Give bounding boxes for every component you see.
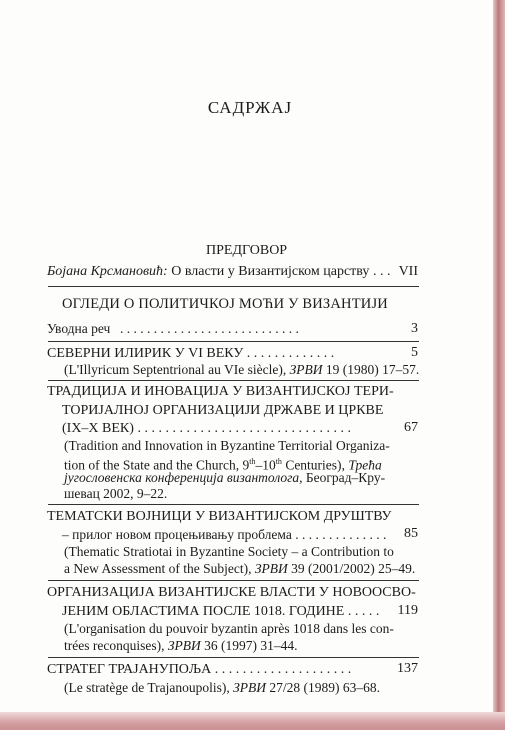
intro-label: Уводна реч	[47, 321, 111, 336]
preface-dots: . . .	[372, 264, 391, 279]
divider	[48, 580, 419, 581]
divider	[48, 504, 419, 505]
entry-page: 5	[411, 345, 418, 360]
entry-title: ОРГАНИЗАЦИЈА ВИЗАНТИЈСКЕ ВЛАСТИ У НОВООСВО-	[47, 585, 416, 600]
entry-citation: trées reconquises), ЗРВИ 36 (1997) 31–44.	[64, 638, 298, 653]
divider	[48, 380, 419, 381]
entry-citation: tion of the State and the Church, 9th–10th Centuries), Трећа	[64, 457, 382, 473]
entry-citation: (Tradition and Innovation in Byzantine Territorial Organiza-	[64, 438, 390, 453]
section-heading: ОГЛЕДИ О ПОЛИТИЧКОЈ МОЋИ У ВИЗАНТИЈИ	[62, 296, 388, 312]
divider	[48, 286, 419, 287]
entry-page: 119	[397, 603, 418, 618]
preface-text: О власти у Византијском царству	[171, 264, 370, 279]
entry-title: ТЕМАТСКИ ВОЈНИЦИ У ВИЗАНТИЈСКОМ ДРУШТВУ	[47, 509, 392, 524]
entry-citation: шевац 2002, 9–22.	[64, 486, 168, 501]
entry-citation: (L'Illyricum Septentrional au VIe siècle), ЗРВИ 19 (1980) 17–57.	[64, 362, 420, 377]
page-title: САДРЖАЈ	[207, 98, 293, 117]
entry-title: СЕВЕРНИ ИЛИРИК У VI ВЕКУ . . . . . . . . . . . . .	[47, 346, 335, 361]
entry-title: ТРАДИЦИЈА И ИНОВАЦИЈА У ВИЗАНТИЈСКОЈ ТЕРИ-	[47, 384, 394, 399]
page-edge-bottom	[0, 712, 505, 730]
entry-title: СТРАТЕГ ТРАЈАНУПОЉА . . . . . . . . . . . . . . . . . . . .	[47, 662, 352, 677]
entry-citation: a New Assessment of the Subject), ЗРВИ 39 (2001/2002) 25–49.	[64, 561, 416, 576]
entry-title: – прилог новом процењивању проблема . . . . . . . . . . . . . .	[62, 527, 387, 542]
entry-title: ТОРИЈАЛНОЈ ОРГАНИЗАЦИЈИ ДРЖАВЕ И ЦРКВЕ	[62, 403, 384, 418]
entry-title: (IX–X ВЕК) . . . . . . . . . . . . . . . . . . . . . . . . . . . . . . .	[62, 421, 351, 436]
intro-page: 3	[411, 321, 418, 336]
page-edge-right	[493, 0, 505, 730]
entry-citation: (Le stratège de Trajanoupolis), ЗРВИ 27/28 (1989) 63–68.	[64, 680, 381, 695]
entry-citation: југословенска конференција византолога, Београд–Кру-	[64, 470, 386, 485]
intro-dots: . . . . . . . . . . . . . . . . . . . . . . . . . . .	[120, 321, 299, 336]
entry-citation: (L'organisation du pouvoir byzantin après 1018 dans les con-	[64, 621, 394, 636]
preface-page: VII	[398, 264, 418, 279]
preface-author: Бојана Крсмановић:	[47, 264, 168, 279]
preface-line	[47, 264, 390, 280]
divider	[48, 341, 419, 342]
divider	[48, 657, 419, 658]
entry-page: 85	[404, 526, 418, 541]
entry-citation: (Thematic Stratiotai in Byzantine Society – a Contribution to	[64, 544, 394, 559]
entry-page: 67	[404, 420, 418, 435]
preface-heading: ПРЕДГОВОР	[206, 243, 288, 258]
entry-page: 137	[397, 661, 418, 676]
entry-title: ЈЕНИМ ОБЛАСТИМА ПОСЛЕ 1018. ГОДИНЕ . . . . .	[62, 604, 380, 619]
